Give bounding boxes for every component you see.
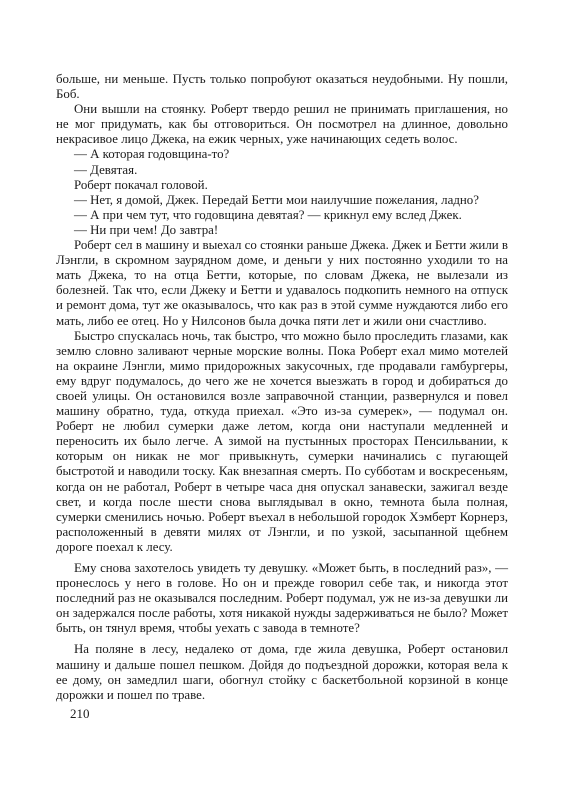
page-text-block (56, 72, 508, 703)
paragraph-2: Они вышли на стоянку. Роберт твердо решил не принимать приглашения, но не мог придумать, как бы отговориться. Он посмотрел на длинное, довольно некрасивое лицо Джека, на ежик черных, уже начинающих седеть волос. (56, 102, 508, 147)
paragraph-6: — Нет, я домой, Джек. Передай Бетти мои наилучшие пожелания, ладно? (74, 192, 479, 207)
paragraph-11: Ему снова захотелось увидеть ту девушку. «Может быть, в последний раз», — пронеслось у него в голове. Но он и прежде говорил себе так, и никогда этот последний раз не оказывался последним. Роберт подумал, уж не из-за девушки ли он задержался после работы, хотя никакой нужды задерживаться не было? Может быть, он тянул время, чтобы уехать с завода в темноте? (56, 561, 508, 636)
paragraph-9: Роберт сел в машину и выехал со стоянки раньше Джека. Джек и Бетти жили в Лэнгли, в скромном заурядном доме, и деньги у них постоянно уходили то на мать Джека, то на отца Бетти, которые, по словам Джека, не вылезали из болезней. Так что, если Джеку и Бетти и удавалось подкопить немного на отпуск и ремонт дома, тут же оказывалось, что как раз в этой сумме нуждаются либо его мать, либо ее отец. Но у Нилсонов была дочка пяти лет и жили они счастливо. (56, 238, 508, 328)
paragraph-4: — Девятая. (74, 162, 138, 177)
page-number: 210 (70, 706, 90, 721)
paragraph-12: На поляне в лесу, недалеко от дома, где жила девушка, Роберт остановил машину и дальше пошел пешком. Дойдя до подъездной дорожки, которая вела к ее дому, он замедлил шаги, обогнул стойку с баскетбольной корзиной в конце дорожки и пошел по траве. (56, 642, 508, 702)
paragraph-1: больше, ни меньше. Пусть только попробуют оказаться неудобными. Ну пошли, Боб. (56, 72, 508, 102)
paragraph-10: Быстро спускалась ночь, так быстро, что можно было проследить глазами, как землю словно заливают черные морские волны. Пока Роберт ехал мимо мотелей на окраине Лэнгли, мимо придорожных закусочных, где продавали гамбургеры, ему вдруг подумалось, до чего же не хочется выезжать в город и добираться до своей улицы. Он остановился возле заправочной станции, развернулся и повел машину обратно, туда, откуда приехал. «Это из-за сумерек», — подумал он. Роберт не любил сумерки даже летом, когда они наступали медленней и переносить их было легче. А зимой на пустынных просторах Пенсильвании, к которым он никак не мог привыкнуть, сумерки начинались с пугающей быстротой и наводили тоску. Как внезапная смерть. По субботам и воскресеньям, когда он не работал, Роберт в четыре часа дня опускал занавески, зажигал везде свет, и когда после шести снова выглядывал в окно, темнота была полная, сумерки сменились ночью. Роберт въехал в небольшой городок Хэмберт Корнерз, расположенный в девяти милях от Лэнгли, и по узкой, засыпанной щебнем дороге поехал к лесу. (56, 328, 508, 554)
paragraph-8: — Ни при чем! До завтра! (74, 222, 219, 237)
paragraph-3: — А которая годовщина-то? (74, 147, 230, 162)
paragraph-7: — А при чем тут, что годовщина девятая? — крикнул ему вслед Джек. (74, 207, 462, 222)
paragraph-5: Роберт покачал головой. (74, 177, 208, 192)
